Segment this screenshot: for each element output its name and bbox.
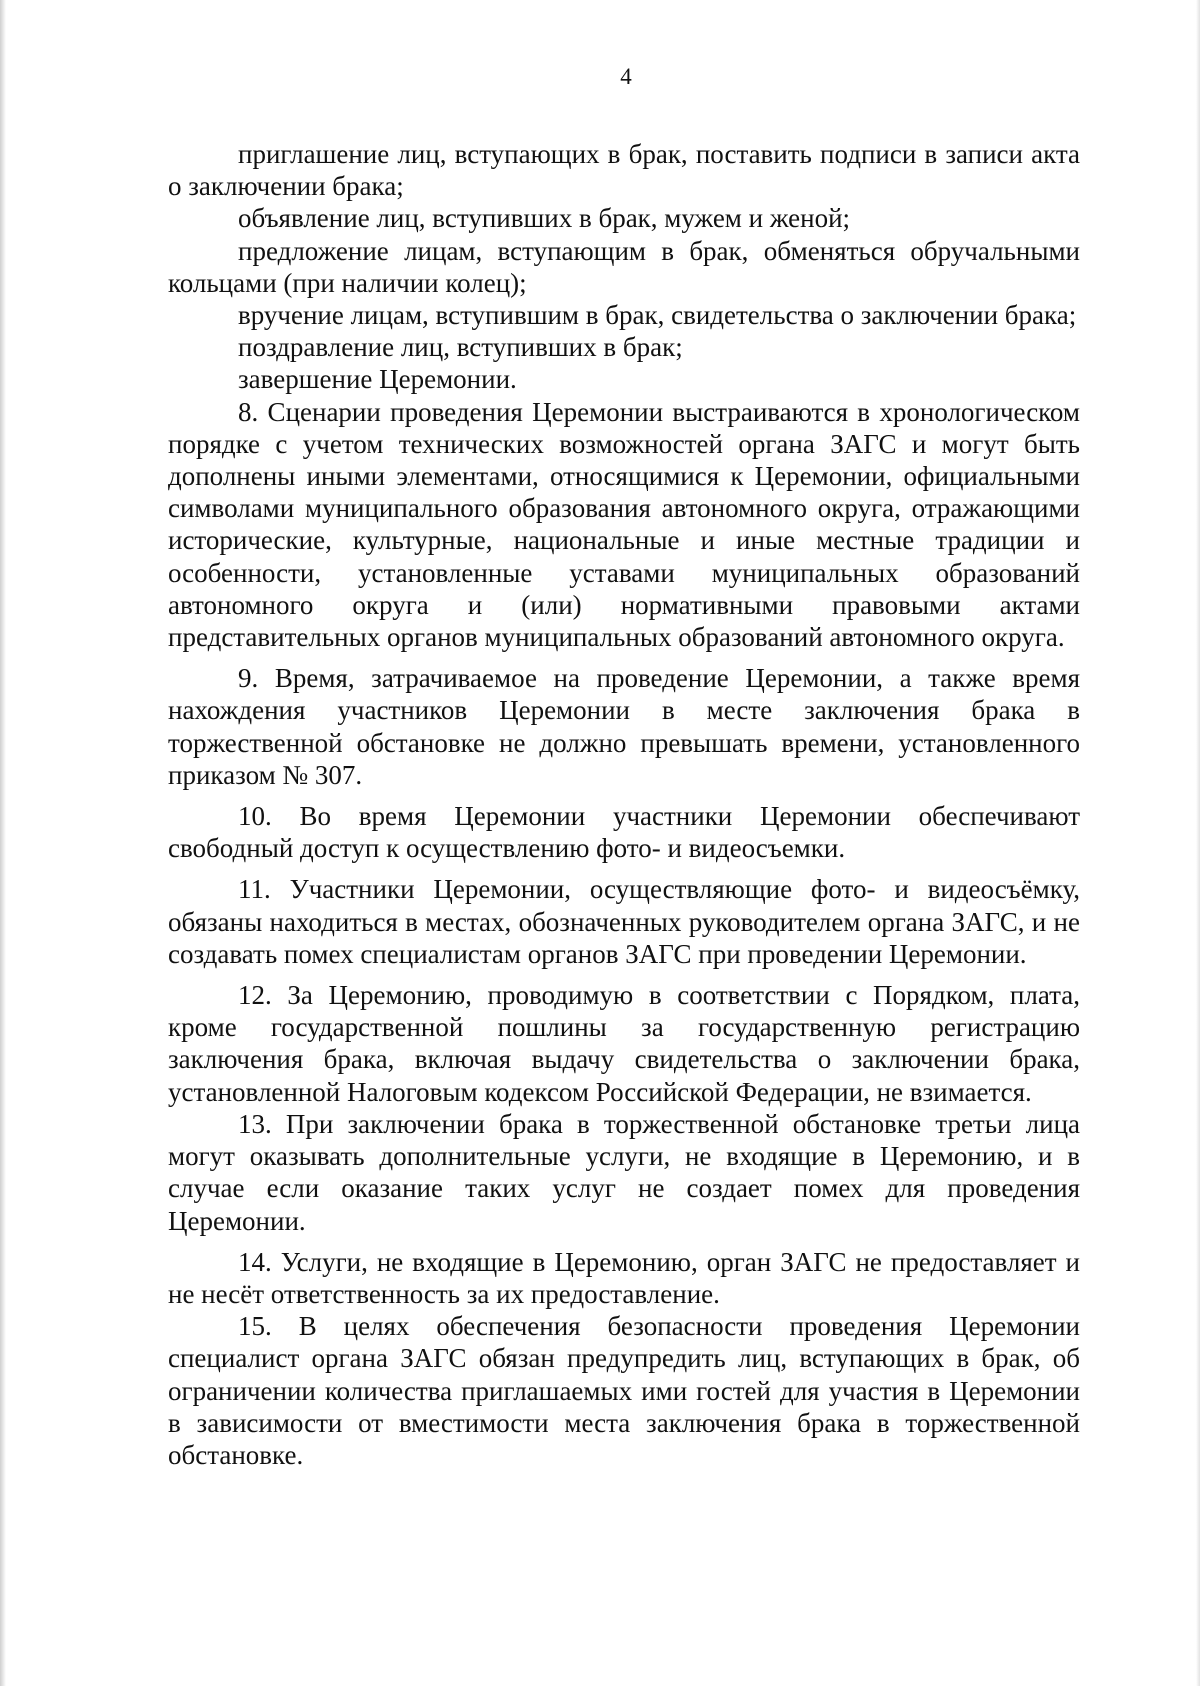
scan-edge-right (1196, 0, 1200, 1686)
paragraph-congratulations: поздравление лиц, вступивших в брак; (238, 332, 683, 363)
paragraph-item-12: 12. За Церемонию, проводимую в соответствии с Порядком, плата, кроме государственной пошлины за государственную регистрацию заключения брака, включая выдачу свидетельства о заключении брака, установленной Налоговым кодексом Российской Федерации, не взимается. (168, 980, 1080, 1107)
paragraph-item-9: 9. Время, затрачиваемое на проведение Церемонии, а также время нахождения участников Церемонии в месте заключения брака в торжественной обстановке не должно превышать времени, установленного приказом № 307. (168, 663, 1080, 790)
paragraph-hand-certificate: вручение лицам, вступившим в брак, свидетельства о заключении брака; (238, 300, 1077, 331)
paragraph-announce-spouses: объявление лиц, вступивших в брак, мужем и женой; (238, 203, 851, 234)
paragraph-ceremony-end: завершение Церемонии. (238, 364, 517, 395)
paragraph-exchange-rings: предложение лицам, вступающим в брак, обменяться обручальными кольцами (при наличии колец); (168, 235, 1080, 298)
paragraph-item-13: 13. При заключении брака в торжественной обстановке третьи лица могут оказывать дополнительные услуги, не входящие в Церемонию, и в случае если оказание таких услуг не создает помех для проведения Церемонии. (168, 1108, 1080, 1236)
paragraph-item-10: 10. Во время Церемонии участники Церемонии обеспечивают свободный доступ к осуществлению фото- и видеосъемки. (168, 801, 1080, 864)
paragraph-item-8: 8. Сценарии проведения Церемонии выстраиваются в хронологическом порядке с учетом технических возможностей органа ЗАГС и могут быть дополнены иными элементами, относящимися к Церемонии, официальными символами муниципального образования автономного округа, отражающими исторические, культурные, национальные и иные местные традиции и особенности, установленные уставами муниципальных образований автономного округа и (или) нормативными правовыми актами представительных органов муниципальных образований автономного округа. (168, 396, 1080, 653)
paragraph-item-15: 15. В целях обеспечения безопасности проведения Церемонии специалист органа ЗАГС обязан предупредить лиц, вступающих в брак, об ограничении количества приглашаемых ими гостей для участия в Церемонии в зависимости от вместимости места заключения брака в торжественной обстановке. (168, 1311, 1080, 1470)
paragraph-item-11: 11. Участники Церемонии, осуществляющие фото- и видеосъёмку, обязаны находиться в местах, обозначенных руководителем органа ЗАГС, и не создавать помех специалистам органов ЗАГС при проведении Церемонии. (168, 874, 1080, 969)
document-body (168, 138, 1080, 1471)
scan-edge-left (0, 0, 6, 1686)
paragraph-invite-signatures: приглашение лиц, вступающих в брак, поставить подписи в записи акта о заключении брака; (168, 139, 1080, 202)
page-number: 4 (620, 64, 632, 89)
paragraph-item-14: 14. Услуги, не входящие в Церемонию, орган ЗАГС не предоставляет и не несёт ответственность за их предоставление. (168, 1246, 1080, 1309)
